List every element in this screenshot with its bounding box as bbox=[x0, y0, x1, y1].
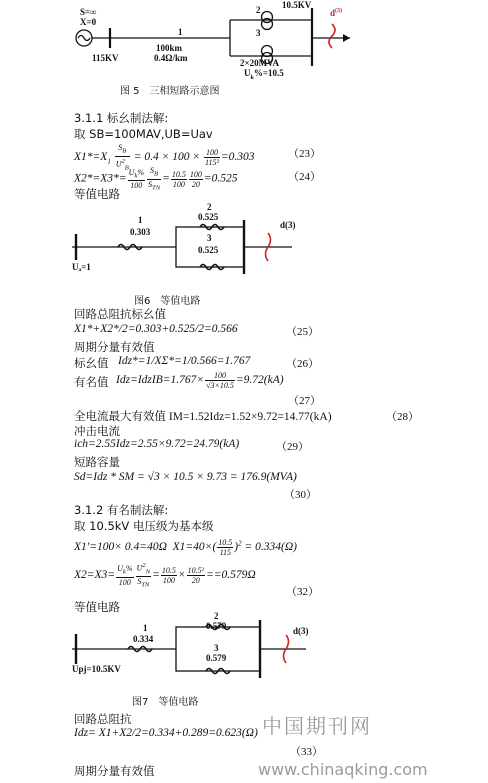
equation-32-tag: （32） bbox=[286, 586, 319, 598]
equation-26-tag: （26） bbox=[286, 358, 319, 370]
line-reactance: 0.4Ω/km bbox=[154, 53, 188, 63]
fault-mark bbox=[329, 24, 335, 48]
impulse-current-title: 冲击电流 bbox=[74, 424, 120, 438]
base-level-line: 取 10.5kV 电压级为基本级 bbox=[74, 519, 214, 533]
equation-26: Idz*=1/XΣ*=1/0.566=1.767 bbox=[118, 355, 251, 367]
equation-26-label: 标幺值 bbox=[74, 356, 109, 370]
source-label-1: S=∞ bbox=[80, 7, 97, 17]
fig6-r1-no: 1 bbox=[138, 215, 143, 225]
line-length: 100km bbox=[156, 43, 183, 53]
total-impedance-title: 回路总阻抗 bbox=[74, 712, 132, 726]
total-impedance-pu-title: 回路总阻抗标幺值 bbox=[74, 307, 166, 321]
equation-23-tag: （23） bbox=[288, 148, 321, 160]
fig6-fault: d(3) bbox=[280, 220, 296, 230]
equation-24-tag: （24） bbox=[288, 171, 321, 183]
fig7-r2-no: 2 bbox=[214, 611, 219, 621]
equation-29-tag: （29） bbox=[276, 441, 309, 453]
figure-5-caption: 图 5 三相短路示意图 bbox=[120, 86, 220, 97]
watermark-url: www.chinaqking.com bbox=[258, 760, 428, 779]
equation-30-tag: （30） bbox=[284, 489, 317, 501]
equivalent-circuit-label-1: 等值电路 bbox=[74, 187, 120, 201]
periodic-component-title-2: 周期分量有效值 bbox=[74, 764, 155, 778]
section-heading-312: 3.1.2 有名制法解: bbox=[74, 503, 169, 517]
trafo-uk: $U_k\%=10.5$ bbox=[244, 68, 284, 81]
figure-6-caption: 图6 等值电路 bbox=[134, 296, 201, 307]
fig7-fault: d(3) bbox=[293, 626, 309, 636]
equation-27-tag: （27） bbox=[288, 395, 321, 407]
equivalent-circuit-label-2: 等值电路 bbox=[74, 600, 120, 614]
section-heading-311: 3.1.1 标幺制法解: bbox=[74, 111, 169, 125]
equation-28: 全电流最大有效值 IM=1.52Idz=1.52×9.72=14.77(kA) bbox=[74, 411, 332, 423]
equation-24: X2*=X3*= $\frac{U_k\%}{100}$ $\frac{S_B}{S_{TN}}$ = $\frac{10.5}{100}$ $\frac{100}{20}$ =0.525 bbox=[74, 166, 238, 192]
fig7-r3-val: 0.579 bbox=[206, 653, 227, 663]
watermark-cn: 中国期刊网 bbox=[262, 714, 372, 738]
equation-27: Idz=IdzIB=1.767× $\frac{100}{√3\times 10.5}$ =9.72(kA) bbox=[116, 371, 284, 390]
short-circuit-capacity-title: 短路容量 bbox=[74, 455, 120, 469]
fig6-r3-val: 0.525 bbox=[198, 245, 219, 255]
trafo-2-label: 2 bbox=[256, 5, 261, 15]
source-label-2: X=0 bbox=[80, 17, 97, 27]
equation-33: Idz= X1+X2/2=0.334+0.289=0.623(Ω) bbox=[74, 727, 258, 739]
fig7-source: Upj=10.5KV bbox=[72, 664, 121, 674]
bus-kv-left: 115KV bbox=[92, 53, 119, 63]
fig7-r1-val: 0.334 bbox=[133, 634, 154, 644]
fig6-r2-no: 2 bbox=[207, 202, 212, 212]
fig6-r2-val: 0.525 bbox=[198, 212, 219, 222]
fig7-r1-no: 1 bbox=[143, 623, 148, 633]
fig6-r3-no: 3 bbox=[207, 233, 212, 243]
equation-25: X1*+X2*/2=0.303+0.525/2=0.566 bbox=[74, 323, 238, 335]
fig6-source: Uₐ=1 bbox=[72, 262, 91, 272]
bus-kv-right: 10.5KV bbox=[282, 0, 312, 10]
equation-28-tag: （28） bbox=[386, 411, 419, 423]
equation-29: ich=2.55Idz=2.55×9.72=24.79(kA) bbox=[74, 438, 240, 450]
fault-label: $d^{(3)}$ bbox=[330, 8, 343, 18]
equation-27-label: 有名值 bbox=[74, 375, 109, 389]
trafo-rating: 2×20MVA bbox=[240, 58, 279, 68]
equation-32: X2=X3= $\frac{U_k\%}{100}$ $\frac{U^2_N}{S_{TN}}$ = $\frac{10.5}{100}$ × $\frac{\text{10.5²}}{20}$ ==0.579Ω bbox=[74, 562, 256, 589]
line-number: 1 bbox=[178, 27, 183, 37]
equation-30: Sd=Idz * SM = √3 × 10.5 × 9.73 = 176.9(MVA) bbox=[74, 471, 297, 483]
periodic-component-title: 周期分量有效值 bbox=[74, 340, 155, 354]
equation-33-tag: （33） bbox=[290, 746, 323, 758]
figure-7-caption: 图7 等值电路 bbox=[132, 697, 199, 708]
fig6-r1-val: 0.303 bbox=[130, 227, 151, 237]
equation-31: X1′=100× 0.4=40Ω X1=40×( $\frac{10.5}{115}$ )$^2$ = 0.334(Ω) bbox=[74, 538, 297, 557]
base-values: 取 SB=100MAV,UB=Uav bbox=[74, 127, 213, 141]
equation-23: $X1*=X_1$ $\frac{S_B}{U^2_B}$ = 0.4 × 100 × $\frac{100}{\text{115²}}$ =0.303 bbox=[74, 143, 255, 171]
equivalent-circuit-fig6 bbox=[0, 200, 488, 300]
single-line-diagram bbox=[0, 0, 488, 100]
fig7-r2-val: 0.579 bbox=[206, 621, 227, 631]
trafo-3-label: 3 bbox=[256, 28, 261, 38]
equation-25-tag: （25） bbox=[286, 326, 319, 338]
fig7-r3-no: 3 bbox=[214, 643, 219, 653]
